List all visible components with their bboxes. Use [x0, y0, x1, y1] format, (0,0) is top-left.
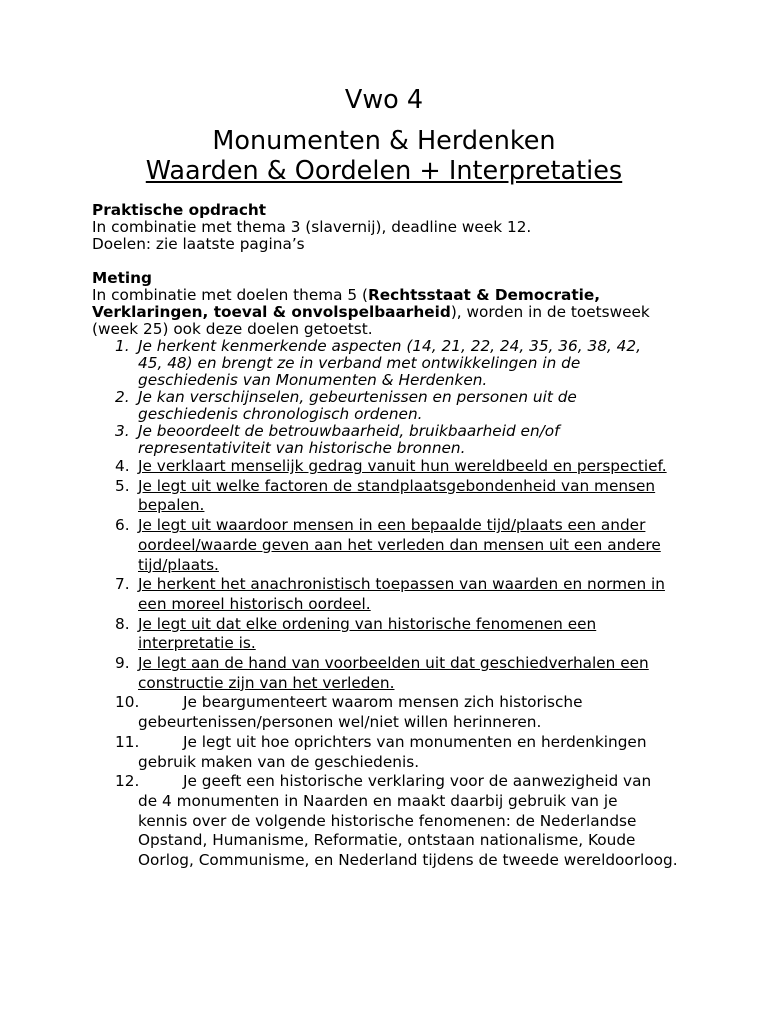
list-item [92, 423, 712, 457]
list-item [92, 654, 712, 693]
list-item-line: Opstand, Humanisme, Reformatie, ontstaan nationalisme, Koude [138, 831, 636, 850]
intro-line [92, 304, 712, 321]
section-praktische-opdracht [92, 202, 712, 253]
goals-list [92, 338, 712, 871]
list-item-line: Je legt uit welke factoren de standplaatsgebondenheid van mensen [138, 476, 656, 495]
list-item [92, 389, 712, 423]
list-item-line: gebeurtenissen/personen wel/niet willen herinneren. [138, 713, 542, 732]
list-item-line: tijd/plaats. [138, 555, 219, 574]
list-item-line: oordeel/waarde geven aan het verleden dan mensen uit een andere [138, 535, 661, 554]
list-item-line: constructie zijn van het verleden. [138, 673, 395, 692]
text-segment: In combinatie met doelen thema 5 ( [92, 286, 368, 304]
list-item-number: 10. [115, 693, 140, 712]
list-item-number: 12. [115, 772, 140, 791]
text-segment: ), worden in de toetsweek [450, 303, 650, 321]
paragraph-line: In combinatie met thema 3 (slavernij), deadline week 12. [92, 218, 532, 236]
list-item-number: 4. [115, 457, 130, 475]
list-item [92, 338, 712, 389]
list-item-number: 6. [115, 516, 130, 535]
section-meting [92, 270, 712, 871]
list-item [92, 615, 712, 654]
list-item-number: 7. [115, 575, 130, 594]
document-subtitle: Monumenten & Herdenken [212, 126, 556, 156]
list-item-line: Je legt aan de hand van voorbeelden uit dat geschiedverhalen een [138, 654, 649, 673]
list-item-line: representativiteit van historische bronnen. [138, 439, 466, 457]
list-item-line: Je herkent kenmerkende aspecten (14, 21, 22, 24, 35, 36, 38, 42, [138, 337, 641, 355]
list-item-line: Je legt uit hoe oprichters van monumenten en herdenkingen [183, 732, 647, 751]
list-item [92, 457, 712, 477]
list-item-line: geschiedenis van Monumenten & Herdenken. [138, 371, 488, 389]
list-item-number: 2. [115, 388, 130, 406]
list-item-line: Je herkent het anachronistisch toepassen van waarden en normen in [138, 575, 665, 594]
list-item [92, 575, 712, 614]
text-segment: (week 25) ook deze doelen getoetst. [92, 320, 373, 338]
list-item [92, 772, 712, 871]
list-item [92, 477, 712, 516]
list-item-line: geschiedenis chronologisch ordenen. [138, 405, 423, 423]
intro-line [92, 287, 712, 304]
list-item-line: Je kan verschijnselen, gebeurtenissen en personen uit de [138, 388, 577, 406]
list-item-line: kennis over de volgende historische fenomenen: de Nederlandse [138, 811, 637, 830]
list-item [92, 693, 712, 732]
list-item-line: Je beargumenteert waarom mensen zich historische [183, 693, 583, 712]
list-item [92, 733, 712, 772]
intro-line [92, 321, 712, 338]
intro-paragraph [92, 287, 712, 338]
document-title: Vwo 4 [344, 85, 424, 115]
list-item-number: 1. [115, 337, 130, 355]
list-item-line: Oorlog, Communisme, en Nederland tijdens de tweede wereldoorloog. [138, 851, 678, 870]
bold-text: Verklaringen, toeval & onvolspelbaarheid [92, 303, 451, 321]
list-item-line: bepalen. [138, 496, 205, 515]
section-heading: Praktische opdracht [92, 201, 267, 219]
list-item-line: Je geeft een historische verklaring voor de aanwezigheid van [183, 772, 652, 791]
paragraph-line: Doelen: zie laatste pagina’s [92, 235, 305, 253]
list-item-number: 5. [115, 476, 130, 495]
list-item-number: 3. [115, 422, 130, 440]
list-item-number: 11. [115, 732, 140, 751]
list-item-line: de 4 monumenten in Naarden en maakt daarbij gebruik van je [138, 791, 618, 810]
list-item [92, 516, 712, 575]
list-item-line: een moreel historisch oordeel. [138, 594, 371, 613]
list-item-line: interpretatie is. [138, 634, 256, 653]
list-item-line: 45, 48) en brengt ze in verband met ontwikkelingen in de [138, 354, 581, 372]
list-item-number: 9. [115, 654, 130, 673]
section-heading: Meting [92, 269, 152, 287]
document-subtitle-underlined: Waarden & Oordelen + Interpretaties [145, 156, 623, 186]
bold-text: Rechtsstaat & Democratie, [367, 286, 601, 304]
list-item-line: gebruik maken van de geschiedenis. [138, 752, 420, 771]
list-item-line: Je verklaart menselijk gedrag vanuit hun wereldbeeld en perspectief. [138, 457, 667, 475]
list-item-line: Je beoordeelt de betrouwbaarheid, bruikbaarheid en/of [138, 422, 560, 440]
list-item-line: Je legt uit waardoor mensen in een bepaalde tijd/plaats een ander [138, 516, 646, 535]
list-item-line: Je legt uit dat elke ordening van historische fenomenen een [138, 614, 597, 633]
list-item-number: 8. [115, 614, 130, 633]
